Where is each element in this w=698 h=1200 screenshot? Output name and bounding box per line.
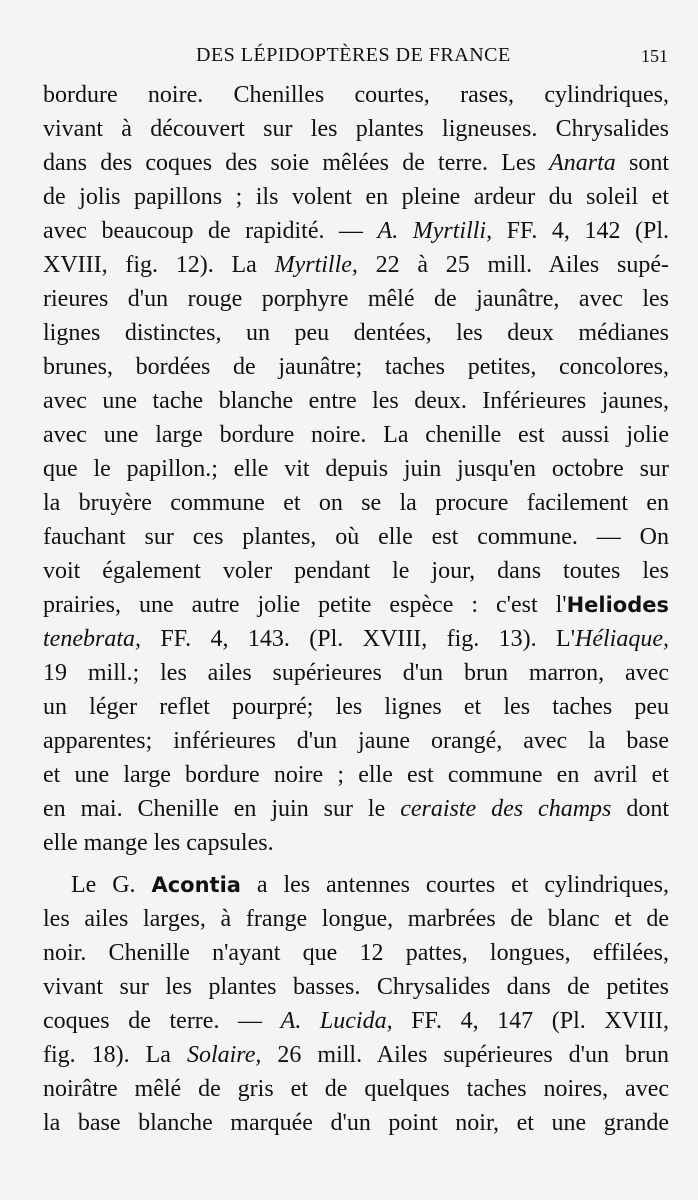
text-line: avec une tache blanche entre les deux. Inférieures jaunes, — [43, 388, 669, 414]
text-line: les ailes larges, à frange longue, marbrées de blanc et de — [43, 906, 669, 932]
text-line: en mai. Chenille en juin sur le ceraiste des champs dont — [43, 796, 670, 822]
text-line: voit également voler pendant le jour, dans toutes les — [43, 558, 669, 584]
text-line: fig. 18). La Solaire, 26 mill. Ailes supérieures d'un brun — [43, 1042, 669, 1068]
text-line: avec une large bordure noire. La chenille est aussi jolie — [43, 422, 669, 448]
genus-name-acontia: Acontia — [151, 873, 241, 897]
text-line: rieures d'un rouge porphyre mêlé de jaunâtre, avec les — [43, 286, 669, 312]
text-line: dans des coques des soie mêlées de terre. Les Anarta sont — [43, 150, 669, 176]
paragraph-2 — [43, 868, 669, 1140]
running-head — [0, 44, 698, 74]
species-name-myrtilli: A. Myrtilli, — [377, 218, 493, 244]
text-line: noirâtre mêlé de gris et de quelques taches noires, avec — [43, 1076, 669, 1102]
text-line: noir. Chenille n'ayant que 12 pattes, longues, effilées, — [43, 940, 669, 966]
running-title: DES LÉPIDOPTÈRES DE FRANCE — [196, 44, 511, 66]
page-number: 151 — [641, 46, 668, 66]
text-line: vivant à découvert sur les plantes ligneuses. Chrysalides — [43, 116, 669, 142]
plant-name-ceraiste: ceraiste des champs — [400, 796, 612, 822]
text-line: prairies, une autre jolie petite espèce : c'est l'Heliodes — [43, 592, 669, 618]
species-name-tenebrata: tenebrata, — [43, 626, 141, 652]
text-line: Le G. Acontia a les antennes courtes et cylindriques, — [71, 872, 669, 898]
text-line: la base blanche marquée d'un point noir, et une grande — [43, 1110, 669, 1136]
text-line: coques de terre. — A. Lucida, FF. 4, 147 (Pl. XVIII, — [43, 1008, 670, 1034]
common-name-solaire: Solaire, — [186, 1042, 262, 1068]
text-line: vivant sur les plantes basses. Chrysalides dans de petites — [43, 974, 669, 1000]
genus-name-anarta: Anarta — [549, 150, 616, 176]
text-line: apparentes; inférieures d'un jaune orangé, avec la base — [43, 728, 669, 754]
common-name-heliaque: Héliaque, — [575, 626, 669, 652]
body-text — [43, 78, 669, 1140]
text-line: tenebrata, FF. 4, 143. (Pl. XVIII, fig. 13). L'Héliaque, — [43, 626, 669, 652]
text-line: de jolis papillons ; ils volent en pleine ardeur du soleil et — [43, 184, 669, 210]
text-line: bordure noire. Chenilles courtes, rases, cylindriques, — [43, 82, 669, 108]
text-line: brunes, bordées de jaunâtre; taches petites, concolores, — [43, 354, 669, 380]
species-name-lucida: A. Lucida, — [280, 1008, 393, 1034]
text-line: que le papillon.; elle vit depuis juin jusqu'en octobre sur — [43, 456, 669, 482]
paragraph-1 — [43, 78, 669, 860]
genus-name-heliodes: Heliodes — [566, 593, 669, 617]
common-name-myrtille: Myrtille, — [274, 252, 358, 278]
text-line: un léger reflet pourpré; les lignes et les taches peu — [43, 694, 669, 720]
text-line: fauchant sur ces plantes, où elle est commune. — On — [43, 524, 669, 550]
text-line: lignes distinctes, un peu dentées, les deux médianes — [43, 320, 669, 346]
text-line: XVIII, fig. 12). La Myrtille, 22 à 25 mill. Ailes supé- — [43, 252, 669, 278]
text-line: elle mange les capsules. — [43, 830, 274, 856]
text-line: et une large bordure noire ; elle est commune en avril et — [43, 762, 669, 788]
text-line: avec beaucoup de rapidité. — A. Myrtilli, FF. 4, 142 (Pl. — [43, 218, 670, 244]
text-line: la bruyère commune et on se la procure facilement en — [43, 490, 669, 516]
text-line: 19 mill.; les ailes supérieures d'un brun marron, avec — [43, 660, 669, 686]
